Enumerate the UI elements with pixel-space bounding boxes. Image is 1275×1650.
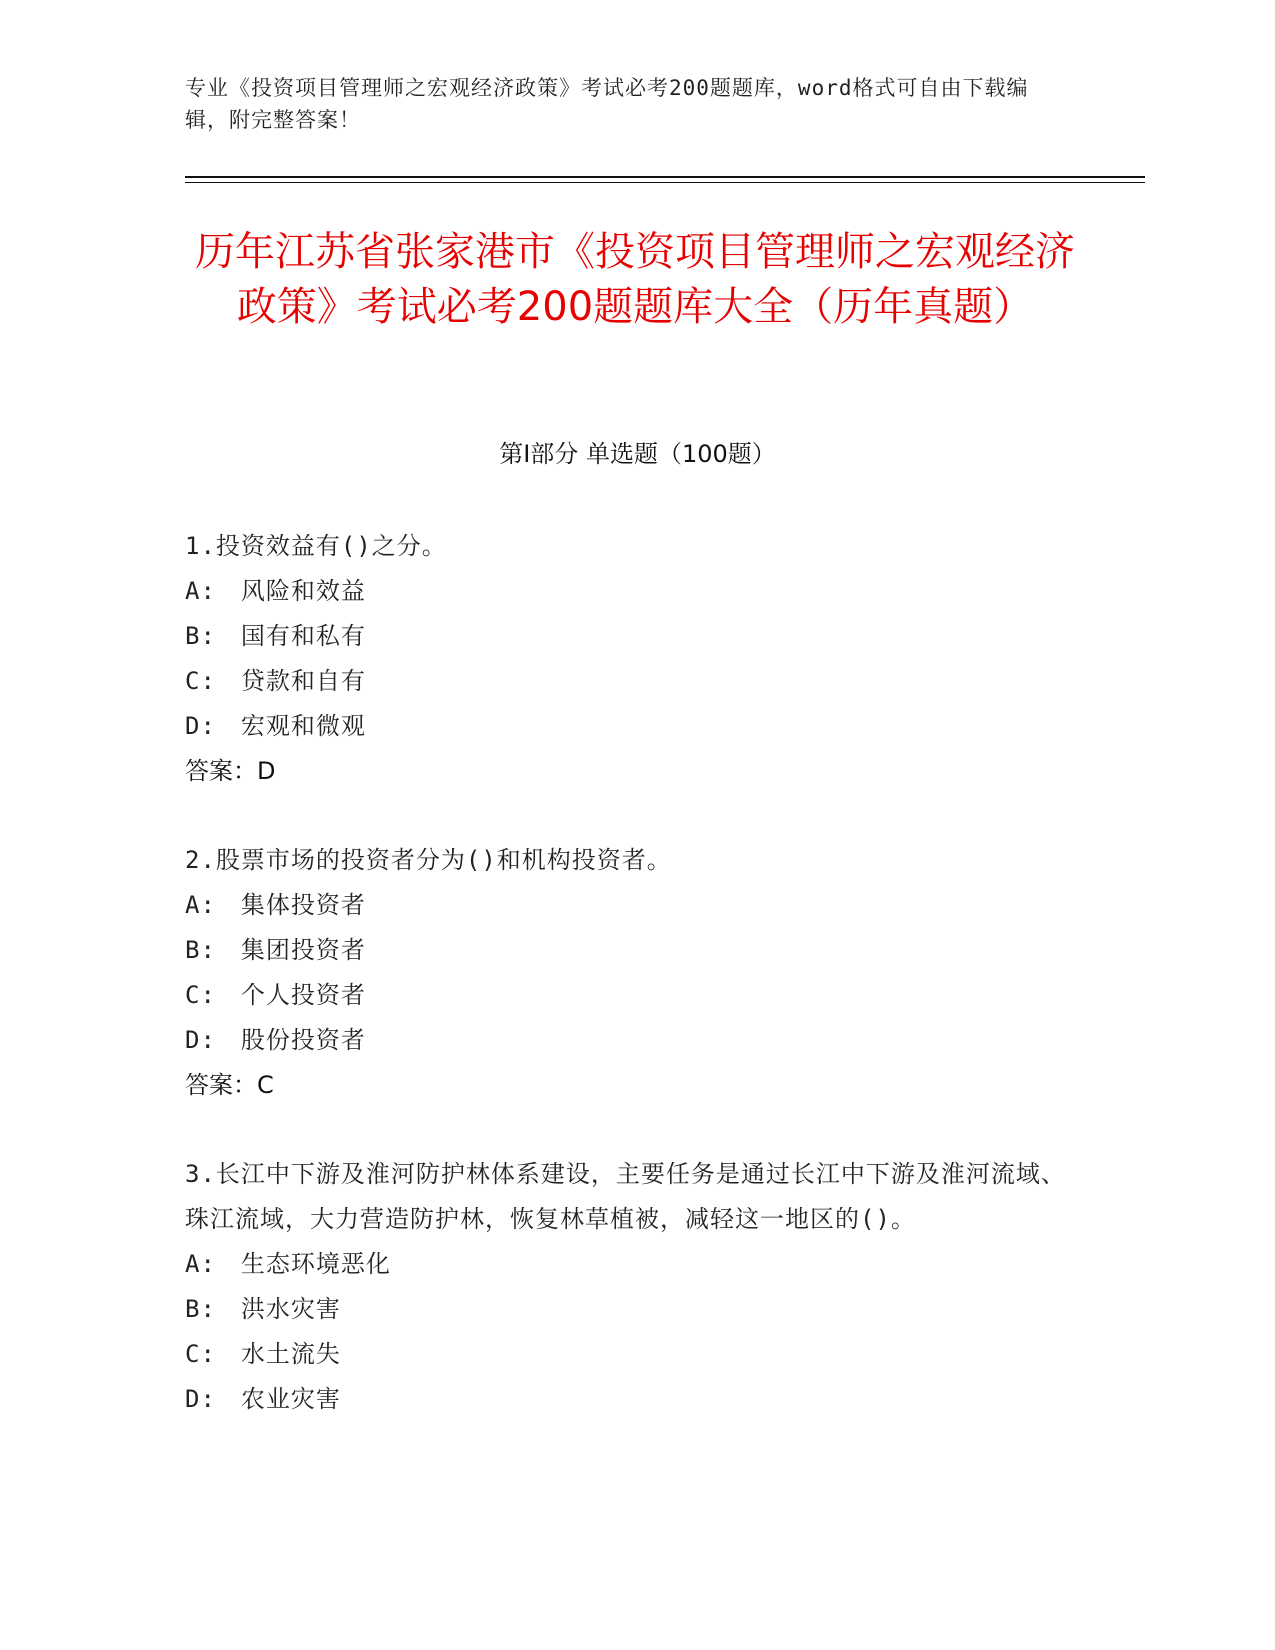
question-stem: 3.长江中下游及淮河防护林体系建设，主要任务是通过长江中下游及淮河流域、珠江流域，大力营造防护林，恢复林草植被，减轻这一地区的()。 [185,1160,1066,1233]
question-stem: 1.投资效益有()之分。 [185,532,447,560]
header-rule-thin [185,182,1145,183]
option-b: B: 集团投资者 [185,936,366,964]
option-a: A: 生态环境恶化 [185,1250,391,1278]
document-title: 历年江苏省张家港市《投资项目管理师之宏观经济政策》考试必考200题题库大全（历年真题） [195,229,1075,330]
header-note: 专业《投资项目管理师之宏观经济政策》考试必考200题题库，word格式可自由下载编辑，附完整答案！ [185,76,1029,132]
answer-line: 答案：D [185,757,276,785]
header-rule-thick [185,176,1145,178]
option-c: C: 贷款和自有 [185,667,366,695]
option-b: B: 国有和私有 [185,622,366,650]
option-d: D: 股份投资者 [185,1026,366,1054]
answer-line: 答案：C [185,1071,274,1099]
option-a: A: 风险和效益 [185,577,366,605]
question-item [185,838,1075,1108]
section-heading: 第Ⅰ部分 单选题（100题） [499,440,776,468]
question-item [185,1152,1075,1422]
option-d: D: 农业灾害 [185,1385,341,1413]
option-c: C: 水土流失 [185,1340,341,1368]
option-a: A: 集体投资者 [185,891,366,919]
question-stem: 2.股票市场的投资者分为()和机构投资者。 [185,846,672,874]
option-b: B: 洪水灾害 [185,1295,341,1323]
question-item [185,524,1075,794]
option-d: D: 宏观和微观 [185,712,366,740]
option-c: C: 个人投资者 [185,981,366,1009]
question-list [185,524,1075,1466]
